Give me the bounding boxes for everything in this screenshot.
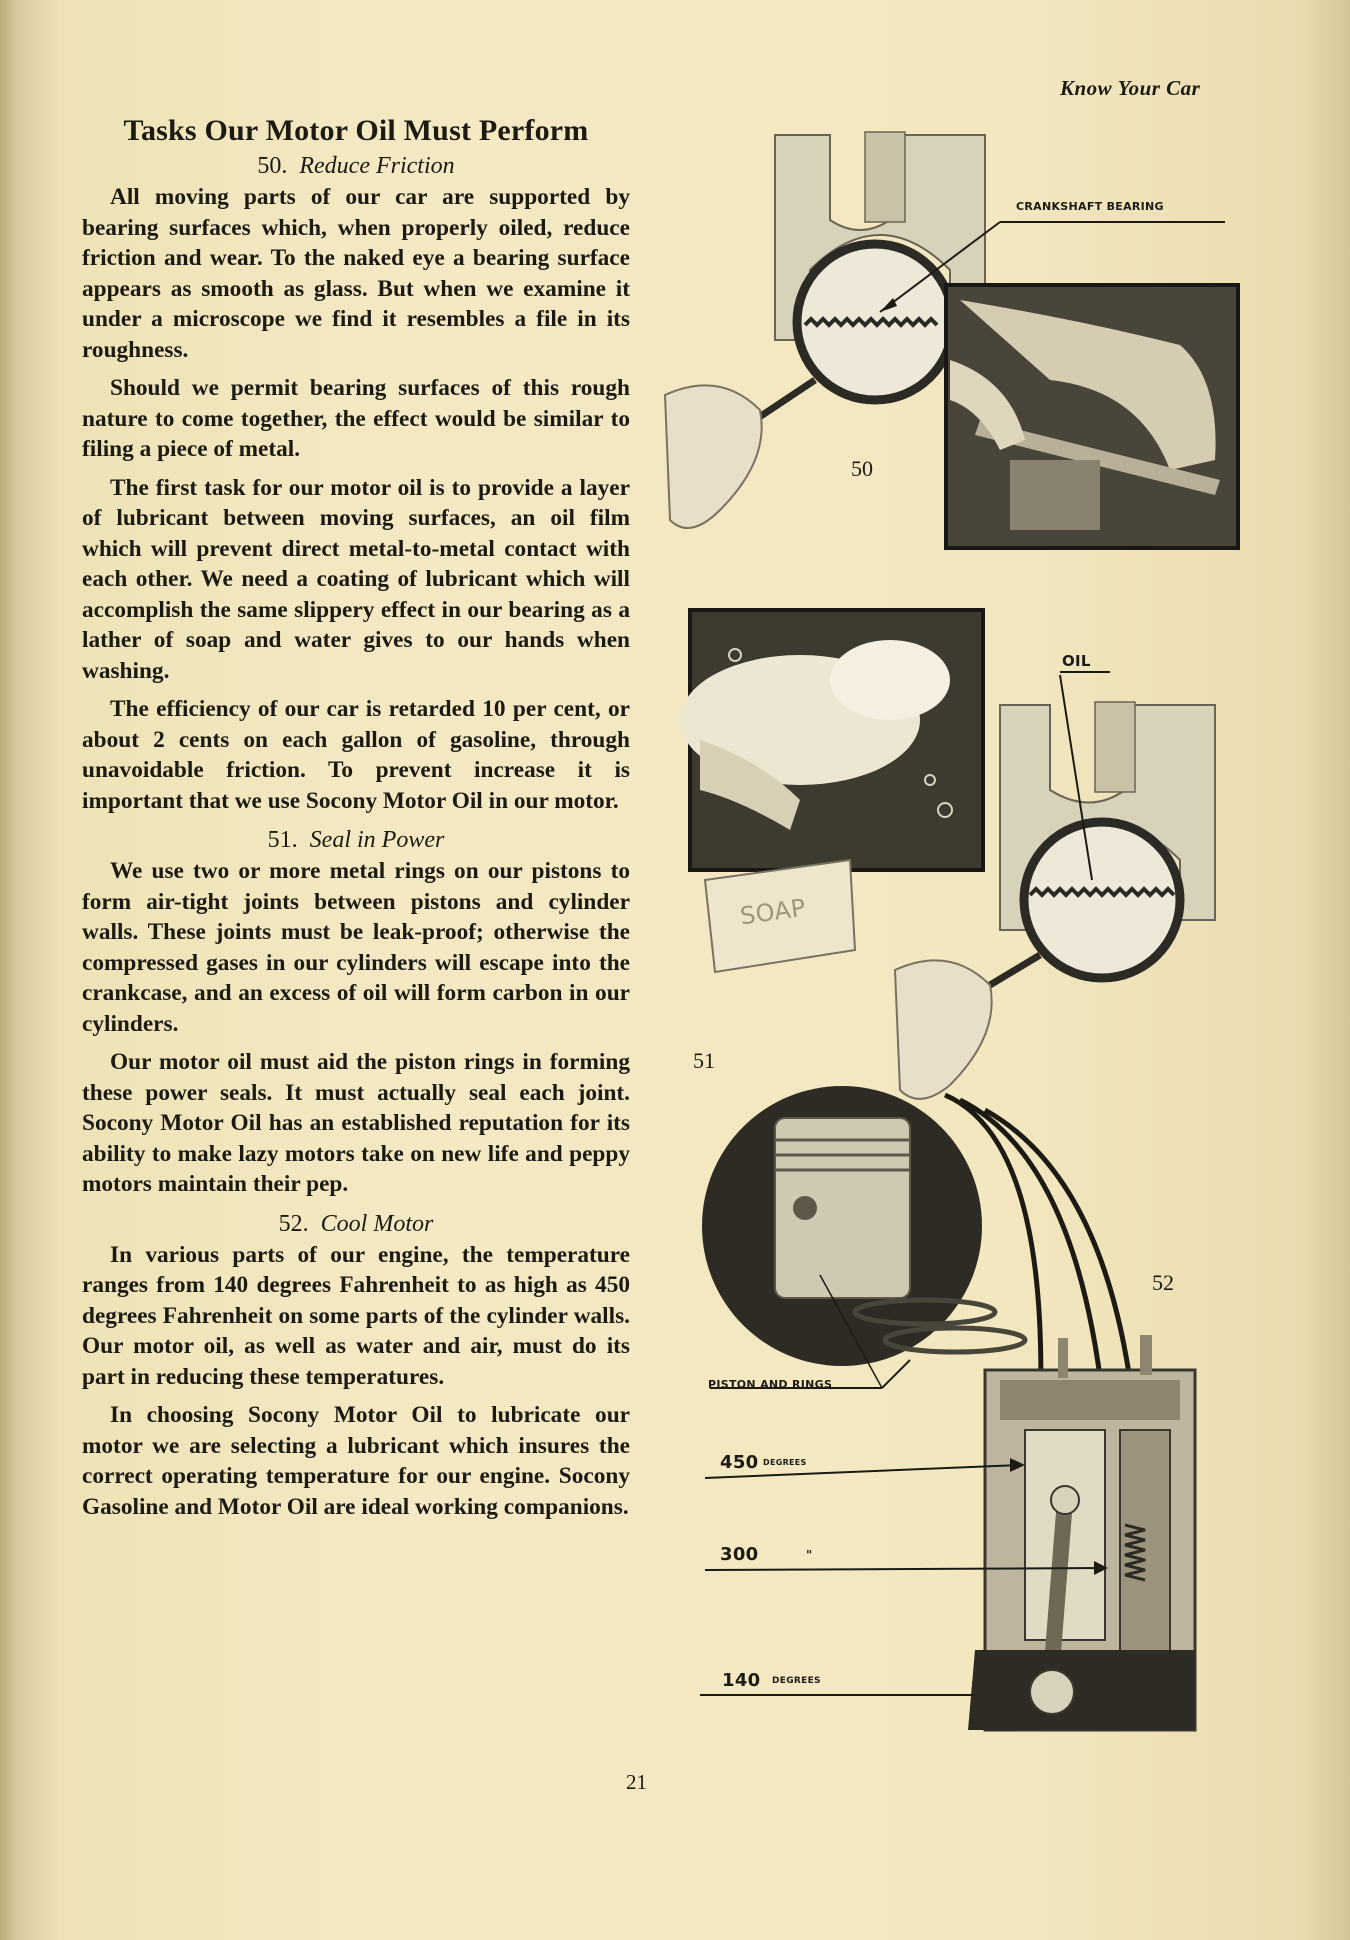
engine-cutaway-52	[968, 1335, 1195, 1730]
paragraph: In various parts of our engine, the temperature ranges from 140 degrees Fahrenheit to as high as 450 degrees Fahrenheit on some parts of the cylinder walls. Our motor oil, as well as water and air, must do its part in reducing these temperatures.	[82, 1241, 630, 1390]
running-head: Know Your Car	[1060, 76, 1201, 100]
temp-300-value: 300	[720, 1544, 759, 1565]
paragraph: The efficiency of our car is retarded 10 per cent, or about 2 cents on each gallon of gasoline, through unavoidable friction. To prevent increase it is important that we use Socony Motor Oil in our motor.	[82, 696, 630, 814]
paragraph: We use two or more metal rings on our pistons to form air-tight joints between pistons and cylinder walls. These joints must be leak-proof; otherwise the compressed gases in our cylinders will escape into the crankcase, and an excess of oil will form carbon in our cylinders.	[82, 858, 630, 1037]
paragraph: Should we permit bearing surfaces of this rough nature to come together, the effect would be similar to filing a piece of metal.	[82, 375, 630, 462]
paragraph: In choosing Socony Motor Oil to lubricate our motor we are selecting a lubricant which insures the correct operating temperature for our engine. Socony Gasoline and Motor Oil are ideal working companions.	[82, 1402, 630, 1520]
section-heading-51: 51. Seal in Power	[267, 827, 445, 853]
temp-140-value: 140	[722, 1670, 761, 1691]
soap-text: SOAP	[738, 893, 808, 931]
page-number: 21	[626, 1770, 647, 1794]
section-heading-50: 50. Reduce Friction	[257, 153, 455, 179]
figure-number-51: 51	[693, 1048, 715, 1073]
section-heading-52: 52. Cool Motor	[278, 1210, 434, 1237]
temp-300-unit: "	[806, 1548, 813, 1562]
figure-number-52: 52	[1152, 1270, 1174, 1295]
filing-photo-50	[946, 285, 1238, 548]
page-title: Tasks Our Motor Oil Must Perform	[123, 114, 589, 147]
crankshaft-bearing-label: CRANKSHAFT BEARING	[1016, 200, 1164, 213]
oil-label: OIL	[1062, 652, 1091, 670]
figure-number-50: 50	[851, 456, 873, 481]
paragraph: Our motor oil must aid the piston rings in forming these power seals. It must actually seal each joint. Socony Motor Oil has an established reputation for its ability to make lazy motors take on new life and peppy motors maintain their pep.	[82, 1049, 630, 1197]
soap-photo-51	[680, 610, 983, 870]
paragraph: The first task for our motor oil is to provide a layer of lubricant between moving surfaces, an oil film which will prevent direct metal-to-metal contact with each other. We need a coating of lubricant which will accomplish the same slippery effect in our bearing as a lather of soap and water gives to our hands when washing.	[82, 474, 630, 684]
temp-140-unit: DEGREES	[772, 1676, 821, 1686]
temp-450-value: 450	[720, 1452, 759, 1473]
paragraph: All moving parts of our car are supported by bearing surfaces which, when properly oiled, reduce friction and wear. To the naked eye a bearing surface appears as smooth as glass. But when we examine it under a microscope we find it resembles a file in its roughness.	[82, 184, 630, 363]
piston-and-rings-label: PISTON AND RINGS	[708, 1378, 833, 1391]
temp-450-unit: DEGREES	[763, 1458, 807, 1467]
magnifier-50	[665, 244, 953, 528]
